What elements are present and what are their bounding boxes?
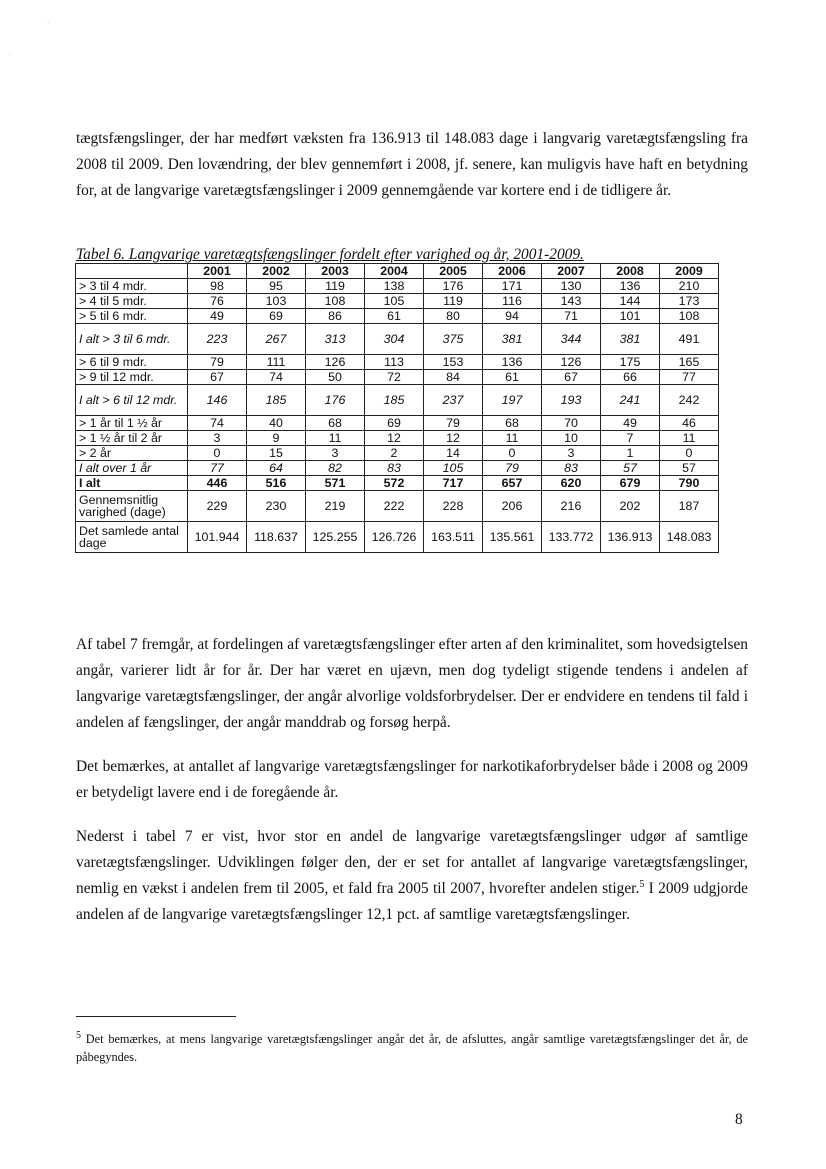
table-row <box>76 355 719 370</box>
year-header: 2007 <box>542 264 601 279</box>
year-header: 2003 <box>306 264 365 279</box>
paragraph-table7-distribution: Af tabel 7 fremgår, at fordelingen af varetægtsfængslinger efter arten af den kriminalitet, som hovedsigtelsen angår, varierer lidt år for år. Der har været en ujævn, men dog tydeligt stigende tendens i andelen af langvarige varetægtsfængslinger, der angår alvorlige voldsforbrydelser. Der er endvidere en tendens til fald i andelen af fængslinger, der angår manddrab og forsøg herpå. <box>76 636 748 731</box>
table-cell: 67 <box>188 370 247 385</box>
table-cell: 446 <box>188 476 247 491</box>
table-cell: 95 <box>247 279 306 294</box>
table-cell: 66 <box>601 370 660 385</box>
table-cell: 171 <box>483 279 542 294</box>
table-cell: 516 <box>247 476 306 491</box>
table-cell: 3 <box>306 446 365 461</box>
table-cell: 83 <box>365 461 424 476</box>
table-cell: 61 <box>365 309 424 324</box>
table-cell: 130 <box>542 279 601 294</box>
year-header: 2005 <box>424 264 483 279</box>
table-cell: 68 <box>306 416 365 431</box>
table-cell: 202 <box>601 491 660 522</box>
table-cell: 146 <box>188 385 247 416</box>
table-cell: 381 <box>601 324 660 355</box>
table-cell: 57 <box>601 461 660 476</box>
table-cell: 10 <box>542 431 601 446</box>
table-cell: 79 <box>188 355 247 370</box>
table-cell: 571 <box>306 476 365 491</box>
table-cell: 3 <box>542 446 601 461</box>
table-row <box>76 461 719 476</box>
table-cell: 40 <box>247 416 306 431</box>
year-header: 2009 <box>660 264 719 279</box>
table-cell: 14 <box>424 446 483 461</box>
table-cell: 375 <box>424 324 483 355</box>
table-cell: 69 <box>365 416 424 431</box>
table-cell: 344 <box>542 324 601 355</box>
table-cell: 572 <box>365 476 424 491</box>
table-cell: 7 <box>601 431 660 446</box>
table-cell: 12 <box>424 431 483 446</box>
row-label: > 1 ½ år til 2 år <box>76 431 188 446</box>
table-header-row <box>76 264 719 279</box>
table-row <box>76 385 719 416</box>
table-cell: 136 <box>483 355 542 370</box>
table-cell: 193 <box>542 385 601 416</box>
table-cell: 381 <box>483 324 542 355</box>
table-cell: 116 <box>483 294 542 309</box>
table-cell: 138 <box>365 279 424 294</box>
table-cell: 101 <box>601 309 660 324</box>
row-label: > 4 til 5 mdr. <box>76 294 188 309</box>
table-cell: 108 <box>306 294 365 309</box>
table-caption: Tabel 6. Langvarige varetægtsfængslinger fordelt efter varighed og år, 2001-2009. <box>76 246 584 263</box>
table-cell: 111 <box>247 355 306 370</box>
table-cell: 126 <box>306 355 365 370</box>
footnote-number: 5 <box>76 1029 81 1041</box>
duration-table <box>75 263 719 553</box>
row-label: I alt > 6 til 12 mdr. <box>76 385 188 416</box>
table-body <box>76 279 719 553</box>
table-cell: 74 <box>247 370 306 385</box>
table-cell: 98 <box>188 279 247 294</box>
table-cell: 229 <box>188 491 247 522</box>
table-cell: 185 <box>247 385 306 416</box>
table-cell: 126 <box>542 355 601 370</box>
table-cell: 197 <box>483 385 542 416</box>
row-label: > 1 år til 1 ½ år <box>76 416 188 431</box>
table-cell: 77 <box>188 461 247 476</box>
table-row <box>76 370 719 385</box>
table-cell: 136 <box>601 279 660 294</box>
table-cell: 105 <box>365 294 424 309</box>
table-cell: 3 <box>188 431 247 446</box>
table-cell: 143 <box>542 294 601 309</box>
paragraph-share-tail: I 2009 udgjorde andelen af de langvarige varetægtsfængslinger 12,1 pct. af samtlige varetægtsfængslinger. <box>76 880 748 923</box>
row-label: I alt <box>76 476 188 491</box>
table-cell: 12 <box>365 431 424 446</box>
table-cell: 176 <box>424 279 483 294</box>
header-blank <box>76 264 188 279</box>
table-row <box>76 294 719 309</box>
footnote-reference[interactable]: 5 <box>639 878 645 890</box>
table-cell: 228 <box>424 491 483 522</box>
table-row <box>76 446 719 461</box>
table-cell: 49 <box>188 309 247 324</box>
table-cell: 620 <box>542 476 601 491</box>
table-row <box>76 309 719 324</box>
table-cell: 241 <box>601 385 660 416</box>
table-row <box>76 476 719 491</box>
table-cell: 101.944 <box>188 522 247 553</box>
table-cell: 113 <box>365 355 424 370</box>
table-cell: 80 <box>424 309 483 324</box>
table-cell: 144 <box>601 294 660 309</box>
footnote <box>76 1030 748 1066</box>
table-cell: 77 <box>660 370 719 385</box>
table-cell: 103 <box>247 294 306 309</box>
table-cell: 657 <box>483 476 542 491</box>
table-cell: 69 <box>247 309 306 324</box>
table-row <box>76 522 719 553</box>
table-cell: 717 <box>424 476 483 491</box>
row-label: Gennemsnitlig varighed (dage) <box>76 491 188 522</box>
table-cell: 82 <box>306 461 365 476</box>
table-cell: 9 <box>247 431 306 446</box>
table-cell: 71 <box>542 309 601 324</box>
table-cell: 64 <box>247 461 306 476</box>
table-cell: 313 <box>306 324 365 355</box>
table-cell: 153 <box>424 355 483 370</box>
row-label: > 3 til 4 mdr. <box>76 279 188 294</box>
table-row <box>76 431 719 446</box>
row-label: > 2 år <box>76 446 188 461</box>
table-cell: 49 <box>601 416 660 431</box>
table-cell: 11 <box>660 431 719 446</box>
footnote-separator <box>76 1016 236 1017</box>
table-cell: 1 <box>601 446 660 461</box>
paragraph-intro: tægtsfængslinger, der har medført væksten fra 136.913 til 148.083 dage i langvarig varetægtsfængsling fra 2008 til 2009. Den lovændring, der blev gennemført i 2008, jf. senere, kan muligvis have haft en betydning for, at de langvarige varetægtsfængslinger i 2009 gennemgående var kortere end i de tidligere år. <box>76 130 748 199</box>
table-cell: 491 <box>660 324 719 355</box>
table-cell: 185 <box>365 385 424 416</box>
table-cell: 187 <box>660 491 719 522</box>
table-cell: 79 <box>424 416 483 431</box>
table-cell: 125.255 <box>306 522 365 553</box>
paragraph-narcotics: Det bemærkes, at antallet af langvarige varetægtsfængslinger for narkotikaforbrydelser både i 2008 og 2009 er betydeligt lavere end i de foregående år. <box>76 758 748 801</box>
year-header: 2006 <box>483 264 542 279</box>
table-cell: 119 <box>424 294 483 309</box>
table-cell: 118.637 <box>247 522 306 553</box>
table-cell: 163.511 <box>424 522 483 553</box>
table-cell: 74 <box>188 416 247 431</box>
year-header: 2008 <box>601 264 660 279</box>
table-cell: 61 <box>483 370 542 385</box>
table-cell: 79 <box>483 461 542 476</box>
table-cell: 0 <box>188 446 247 461</box>
table-cell: 105 <box>424 461 483 476</box>
table-cell: 84 <box>424 370 483 385</box>
page-number: 8 <box>735 1111 743 1128</box>
table-cell: 72 <box>365 370 424 385</box>
table-cell: 165 <box>660 355 719 370</box>
scan-speck: · <box>47 18 50 27</box>
table-cell: 206 <box>483 491 542 522</box>
table-cell: 50 <box>306 370 365 385</box>
table-cell: 67 <box>542 370 601 385</box>
table-cell: 175 <box>601 355 660 370</box>
table-cell: 148.083 <box>660 522 719 553</box>
row-label: > 9 til 12 mdr. <box>76 370 188 385</box>
table-cell: 133.772 <box>542 522 601 553</box>
table-cell: 2 <box>365 446 424 461</box>
table-cell: 70 <box>542 416 601 431</box>
table-cell: 267 <box>247 324 306 355</box>
footnote-text: Det bemærkes, at mens langvarige varetægtsfængslinger angår det år, de afsluttes, angår samtlige varetægtsfængslinger det år, de påbegyndes. <box>76 1032 748 1064</box>
row-label: I alt over 1 år <box>76 461 188 476</box>
table-cell: 0 <box>483 446 542 461</box>
table-cell: 242 <box>660 385 719 416</box>
table-cell: 11 <box>306 431 365 446</box>
paragraph-share-text: Nederst i tabel 7 er vist, hvor stor en andel de langvarige varetægtsfængslinger udgør af samtlige varetægtsfængslinger. Udviklingen følger den, der er set for antallet af langvarige varetægtsfængslinger, nemlig en vækst i andelen frem til 2005, et fald fra 2005 til 2007, hvorefter andelen stiger. <box>76 828 748 897</box>
table-cell: 230 <box>247 491 306 522</box>
table-cell: 223 <box>188 324 247 355</box>
table-cell: 57 <box>660 461 719 476</box>
table-cell: 86 <box>306 309 365 324</box>
year-header: 2004 <box>365 264 424 279</box>
table-cell: 135.561 <box>483 522 542 553</box>
table-cell: 46 <box>660 416 719 431</box>
table-cell: 11 <box>483 431 542 446</box>
row-label: > 5 til 6 mdr. <box>76 309 188 324</box>
table-cell: 15 <box>247 446 306 461</box>
row-label: Det samlede antal dage <box>76 522 188 553</box>
table-cell: 94 <box>483 309 542 324</box>
table-cell: 108 <box>660 309 719 324</box>
table-cell: 0 <box>660 446 719 461</box>
table-cell: 136.913 <box>601 522 660 553</box>
row-label: > 6 til 9 mdr. <box>76 355 188 370</box>
table-row <box>76 279 719 294</box>
row-label: I alt > 3 til 6 mdr. <box>76 324 188 355</box>
table-cell: 237 <box>424 385 483 416</box>
year-header: 2002 <box>247 264 306 279</box>
table-cell: 219 <box>306 491 365 522</box>
table-cell: 790 <box>660 476 719 491</box>
table-cell: 83 <box>542 461 601 476</box>
table-cell: 216 <box>542 491 601 522</box>
table-cell: 76 <box>188 294 247 309</box>
table-cell: 68 <box>483 416 542 431</box>
table-row <box>76 491 719 522</box>
table-cell: 679 <box>601 476 660 491</box>
table-cell: 126.726 <box>365 522 424 553</box>
year-header: 2001 <box>188 264 247 279</box>
table-cell: 304 <box>365 324 424 355</box>
table-cell: 176 <box>306 385 365 416</box>
table-row <box>76 324 719 355</box>
table-cell: 173 <box>660 294 719 309</box>
table-cell: 222 <box>365 491 424 522</box>
scan-speck: · <box>8 50 11 59</box>
table-cell: 210 <box>660 279 719 294</box>
table-cell: 119 <box>306 279 365 294</box>
paragraph-share <box>76 824 748 928</box>
table-row <box>76 416 719 431</box>
